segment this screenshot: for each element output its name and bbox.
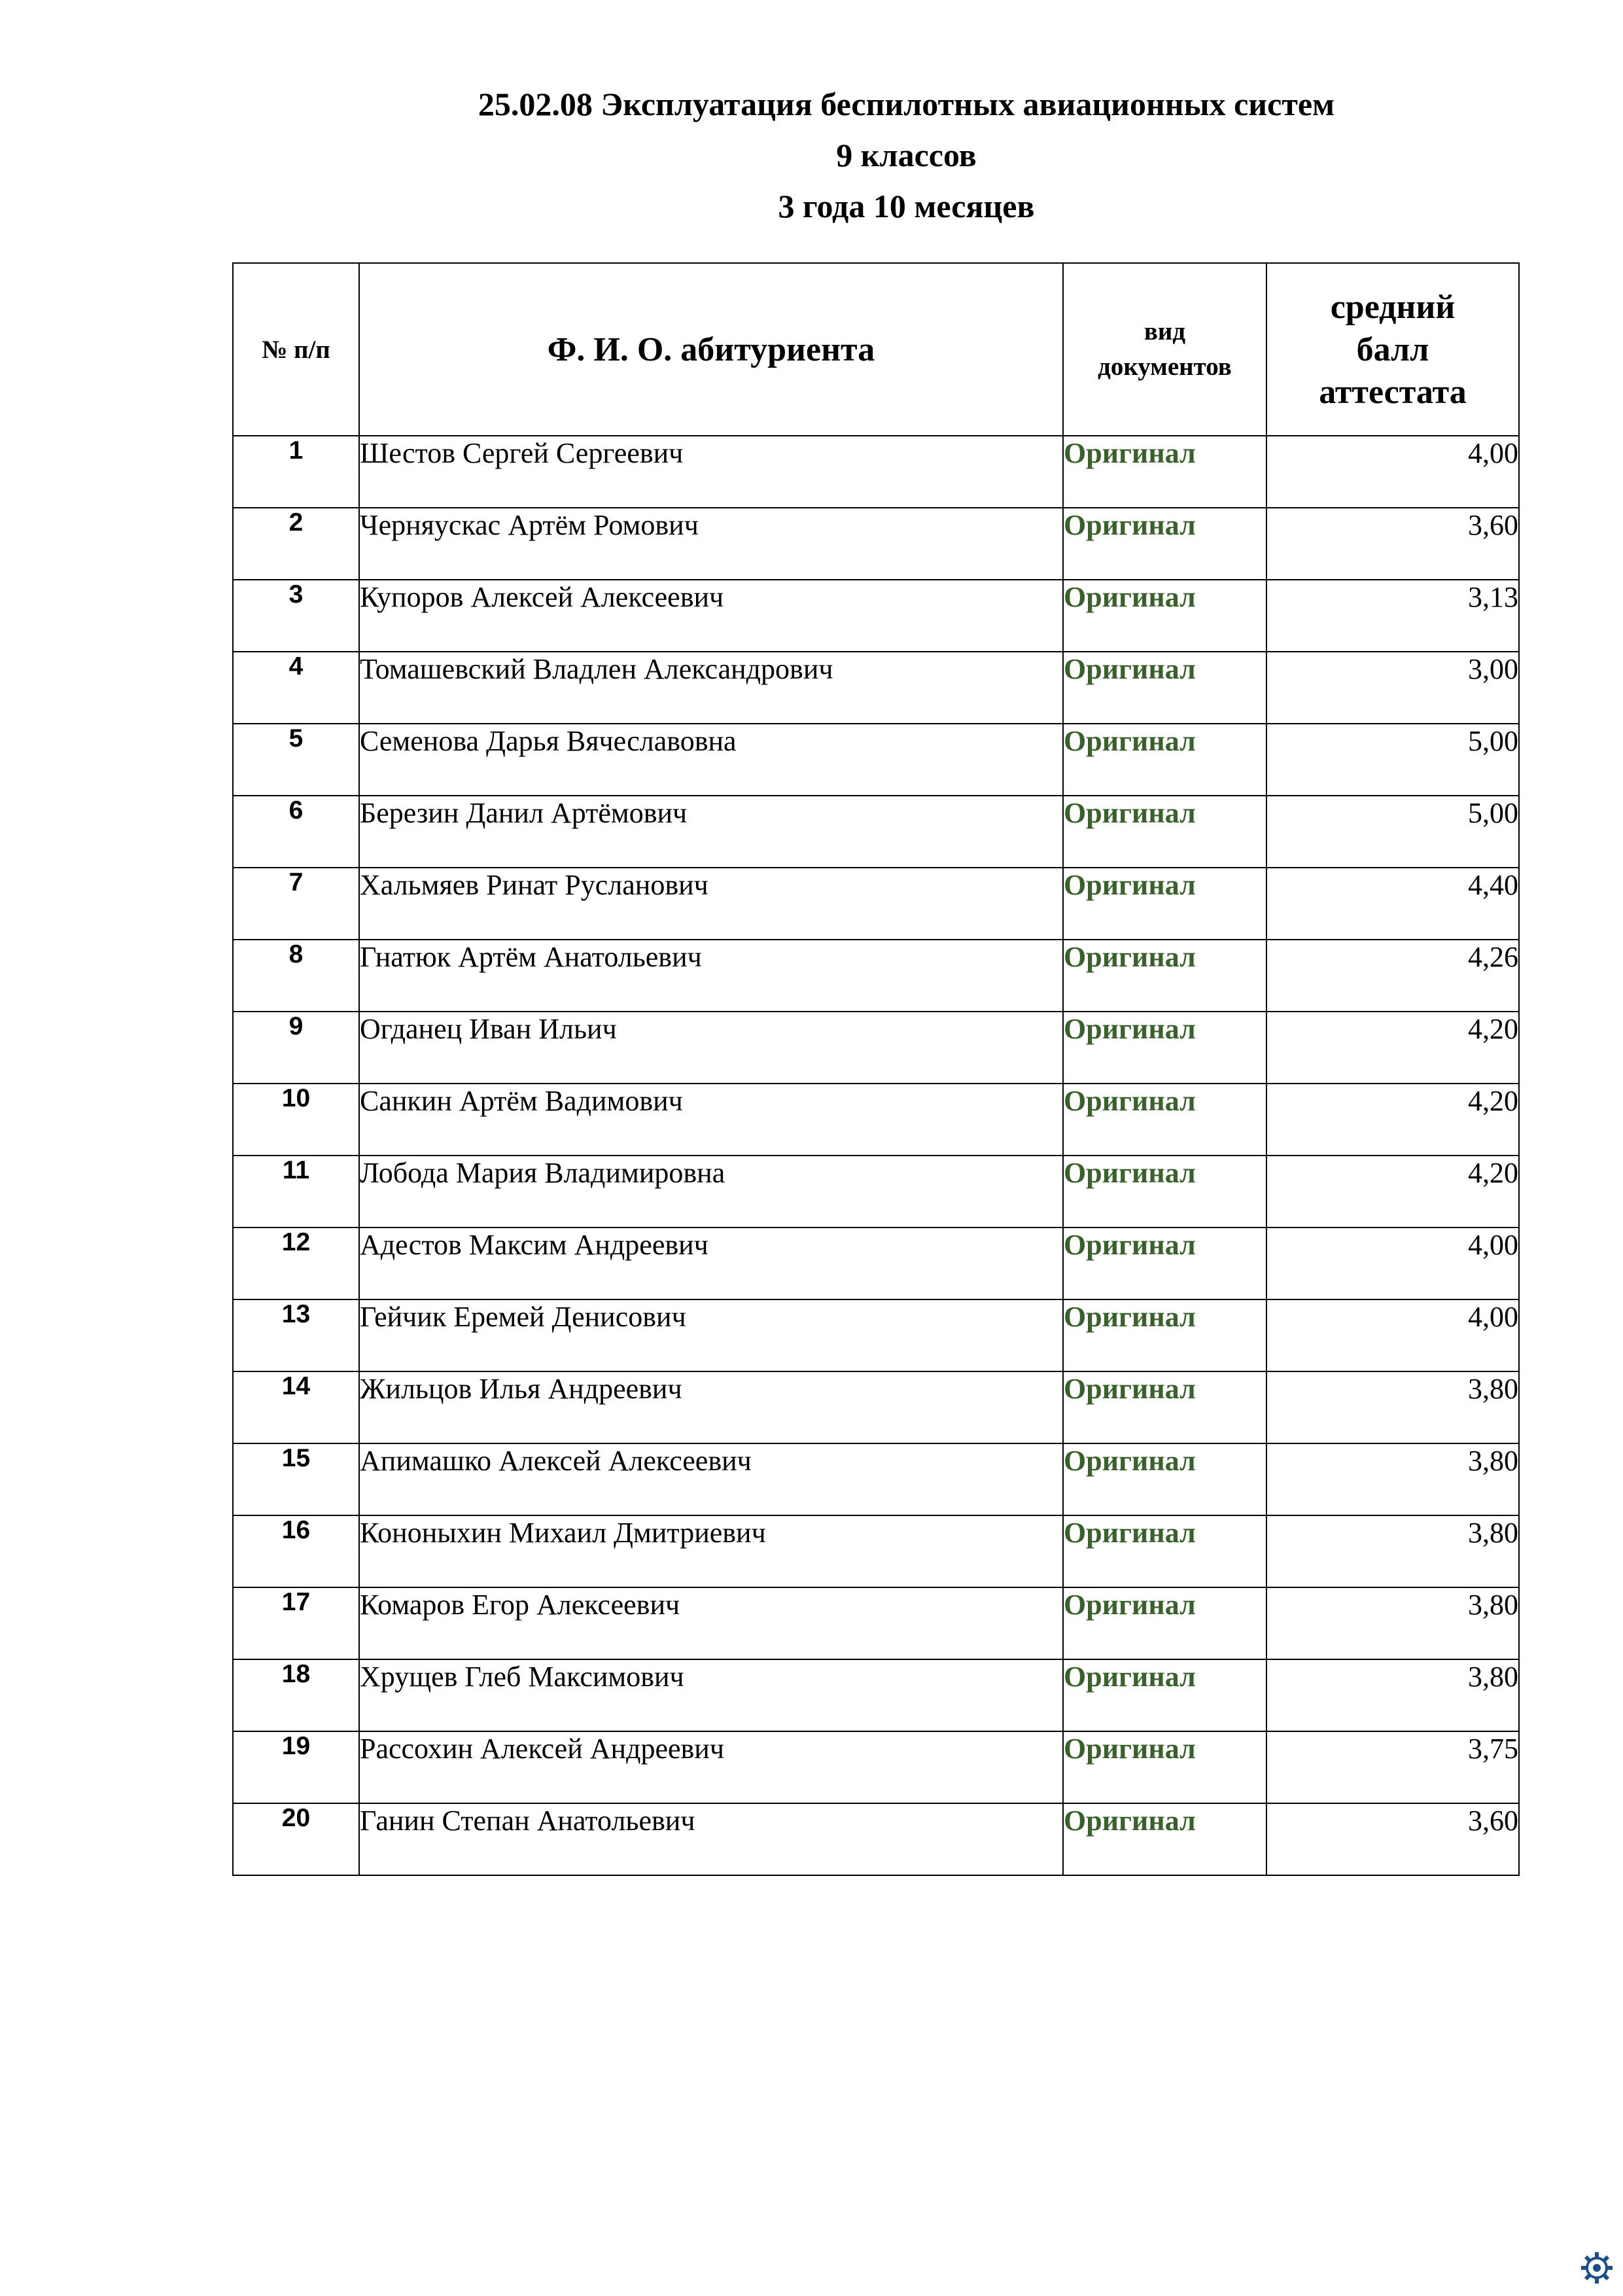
average-score: 3,00 [1266, 652, 1519, 724]
average-score: 4,26 [1266, 940, 1519, 1012]
table-row [233, 1659, 1519, 1731]
document-type: Оригинал [1063, 652, 1266, 724]
applicant-name: Апимашко Алексей Алексеевич [359, 1443, 1063, 1515]
header-document-type-line1: вид [1143, 317, 1186, 345]
document-type: Оригинал [1063, 796, 1266, 868]
header-full-name: Ф. И. О. абитуриента [359, 263, 1063, 436]
average-score: 3,60 [1266, 1803, 1519, 1875]
document-type: Оригинал [1063, 868, 1266, 940]
row-number: 18 [233, 1659, 359, 1731]
table-row [233, 1012, 1519, 1084]
row-number: 9 [233, 1012, 359, 1084]
document-type: Оригинал [1063, 580, 1266, 652]
average-score: 4,00 [1266, 436, 1519, 508]
header-document-type [1063, 263, 1266, 436]
applicant-name: Хрущев Глеб Максимович [359, 1659, 1063, 1731]
table-row [233, 1227, 1519, 1299]
average-score: 4,00 [1266, 1299, 1519, 1371]
row-number: 4 [233, 652, 359, 724]
average-score: 4,40 [1266, 868, 1519, 940]
average-score: 3,80 [1266, 1443, 1519, 1515]
heading-specialty: 25.02.08 Эксплуатация беспилотных авиационных систем [478, 86, 1335, 122]
table-row [233, 1299, 1519, 1371]
header-average-score-line2: балл [1356, 330, 1429, 368]
document-type: Оригинал [1063, 1515, 1266, 1587]
table-row [233, 652, 1519, 724]
row-number: 20 [233, 1803, 359, 1875]
header-average-score-line1: средний [1330, 288, 1456, 326]
average-score: 4,20 [1266, 1012, 1519, 1084]
row-number: 12 [233, 1227, 359, 1299]
average-score: 4,20 [1266, 1084, 1519, 1156]
document-heading [0, 79, 1623, 232]
applicant-name: Купоров Алексей Алексеевич [359, 580, 1063, 652]
table-row [233, 1371, 1519, 1443]
row-number: 5 [233, 724, 359, 796]
applicant-name: Березин Данил Артёмович [359, 796, 1063, 868]
document-type: Оригинал [1063, 1587, 1266, 1659]
average-score: 3,75 [1266, 1731, 1519, 1803]
row-number: 14 [233, 1371, 359, 1443]
document-type: Оригинал [1063, 1803, 1266, 1875]
table-row [233, 796, 1519, 868]
document-type: Оригинал [1063, 940, 1266, 1012]
table-row [233, 868, 1519, 940]
row-number: 6 [233, 796, 359, 868]
table-header-row [233, 263, 1519, 436]
table-row [233, 580, 1519, 652]
document-type: Оригинал [1063, 1371, 1266, 1443]
average-score: 5,00 [1266, 724, 1519, 796]
applicant-name: Комаров Егор Алексеевич [359, 1587, 1063, 1659]
row-number: 8 [233, 940, 359, 1012]
document-type: Оригинал [1063, 508, 1266, 580]
average-score: 3,80 [1266, 1587, 1519, 1659]
document-type: Оригинал [1063, 1443, 1266, 1515]
average-score: 3,80 [1266, 1515, 1519, 1587]
applicant-name: Гнатюк Артём Анатольевич [359, 940, 1063, 1012]
row-number: 19 [233, 1731, 359, 1803]
table-row [233, 1443, 1519, 1515]
gear-emblem-icon [1580, 2251, 1614, 2285]
applicant-name: Ганин Степан Анатольевич [359, 1803, 1063, 1875]
table-row [233, 1156, 1519, 1227]
table-row [233, 1084, 1519, 1156]
row-number: 11 [233, 1156, 359, 1227]
row-number: 2 [233, 508, 359, 580]
applicant-name: Огданец Иван Ильич [359, 1012, 1063, 1084]
document-type: Оригинал [1063, 1227, 1266, 1299]
applicant-name: Жильцов Илья Андреевич [359, 1371, 1063, 1443]
document-type: Оригинал [1063, 1731, 1266, 1803]
applicant-name: Лобода Мария Владимировна [359, 1156, 1063, 1227]
row-number: 13 [233, 1299, 359, 1371]
document-type: Оригинал [1063, 1299, 1266, 1371]
applicant-name: Кононыхин Михаил Дмитриевич [359, 1515, 1063, 1587]
table-row [233, 724, 1519, 796]
table-row [233, 1731, 1519, 1803]
applicant-name: Томашевский Владлен Александрович [359, 652, 1063, 724]
row-number: 17 [233, 1587, 359, 1659]
table-row [233, 940, 1519, 1012]
average-score: 3,80 [1266, 1659, 1519, 1731]
applicant-name: Гейчик Еремей Денисович [359, 1299, 1063, 1371]
average-score: 3,60 [1266, 508, 1519, 580]
applicant-name: Шестов Сергей Сергеевич [359, 436, 1063, 508]
row-number: 15 [233, 1443, 359, 1515]
table-row [233, 1515, 1519, 1587]
table-body [233, 436, 1519, 1875]
row-number: 7 [233, 868, 359, 940]
row-number: 10 [233, 1084, 359, 1156]
header-document-type-line2: документов [1098, 353, 1232, 381]
average-score: 3,80 [1266, 1371, 1519, 1443]
heading-grade-basis: 9 классов [836, 137, 977, 173]
applicant-name: Хальмяев Ринат Русланович [359, 868, 1063, 940]
applicant-name: Санкин Артём Вадимович [359, 1084, 1063, 1156]
row-number: 16 [233, 1515, 359, 1587]
average-score: 4,20 [1266, 1156, 1519, 1227]
table-row [233, 508, 1519, 580]
applicants-table [232, 262, 1520, 1876]
header-number: № п/п [233, 263, 359, 436]
table-row [233, 436, 1519, 508]
applicant-name: Адестов Максим Андреевич [359, 1227, 1063, 1299]
document-type: Оригинал [1063, 1659, 1266, 1731]
row-number: 3 [233, 580, 359, 652]
header-average-score-line3: аттестата [1319, 373, 1467, 411]
applicant-name: Рассохин Алексей Андреевич [359, 1731, 1063, 1803]
applicant-name: Черняускас Артём Ромович [359, 508, 1063, 580]
document-type: Оригинал [1063, 436, 1266, 508]
document-type: Оригинал [1063, 1012, 1266, 1084]
average-score: 5,00 [1266, 796, 1519, 868]
table-row [233, 1803, 1519, 1875]
applicant-name: Семенова Дарья Вячеславовна [359, 724, 1063, 796]
document-type: Оригинал [1063, 1084, 1266, 1156]
document-type: Оригинал [1063, 1156, 1266, 1227]
document-type: Оригинал [1063, 724, 1266, 796]
average-score: 3,13 [1266, 580, 1519, 652]
heading-duration: 3 года 10 месяцев [778, 188, 1035, 224]
row-number: 1 [233, 436, 359, 508]
header-average-score [1266, 263, 1519, 436]
table-row [233, 1587, 1519, 1659]
average-score: 4,00 [1266, 1227, 1519, 1299]
